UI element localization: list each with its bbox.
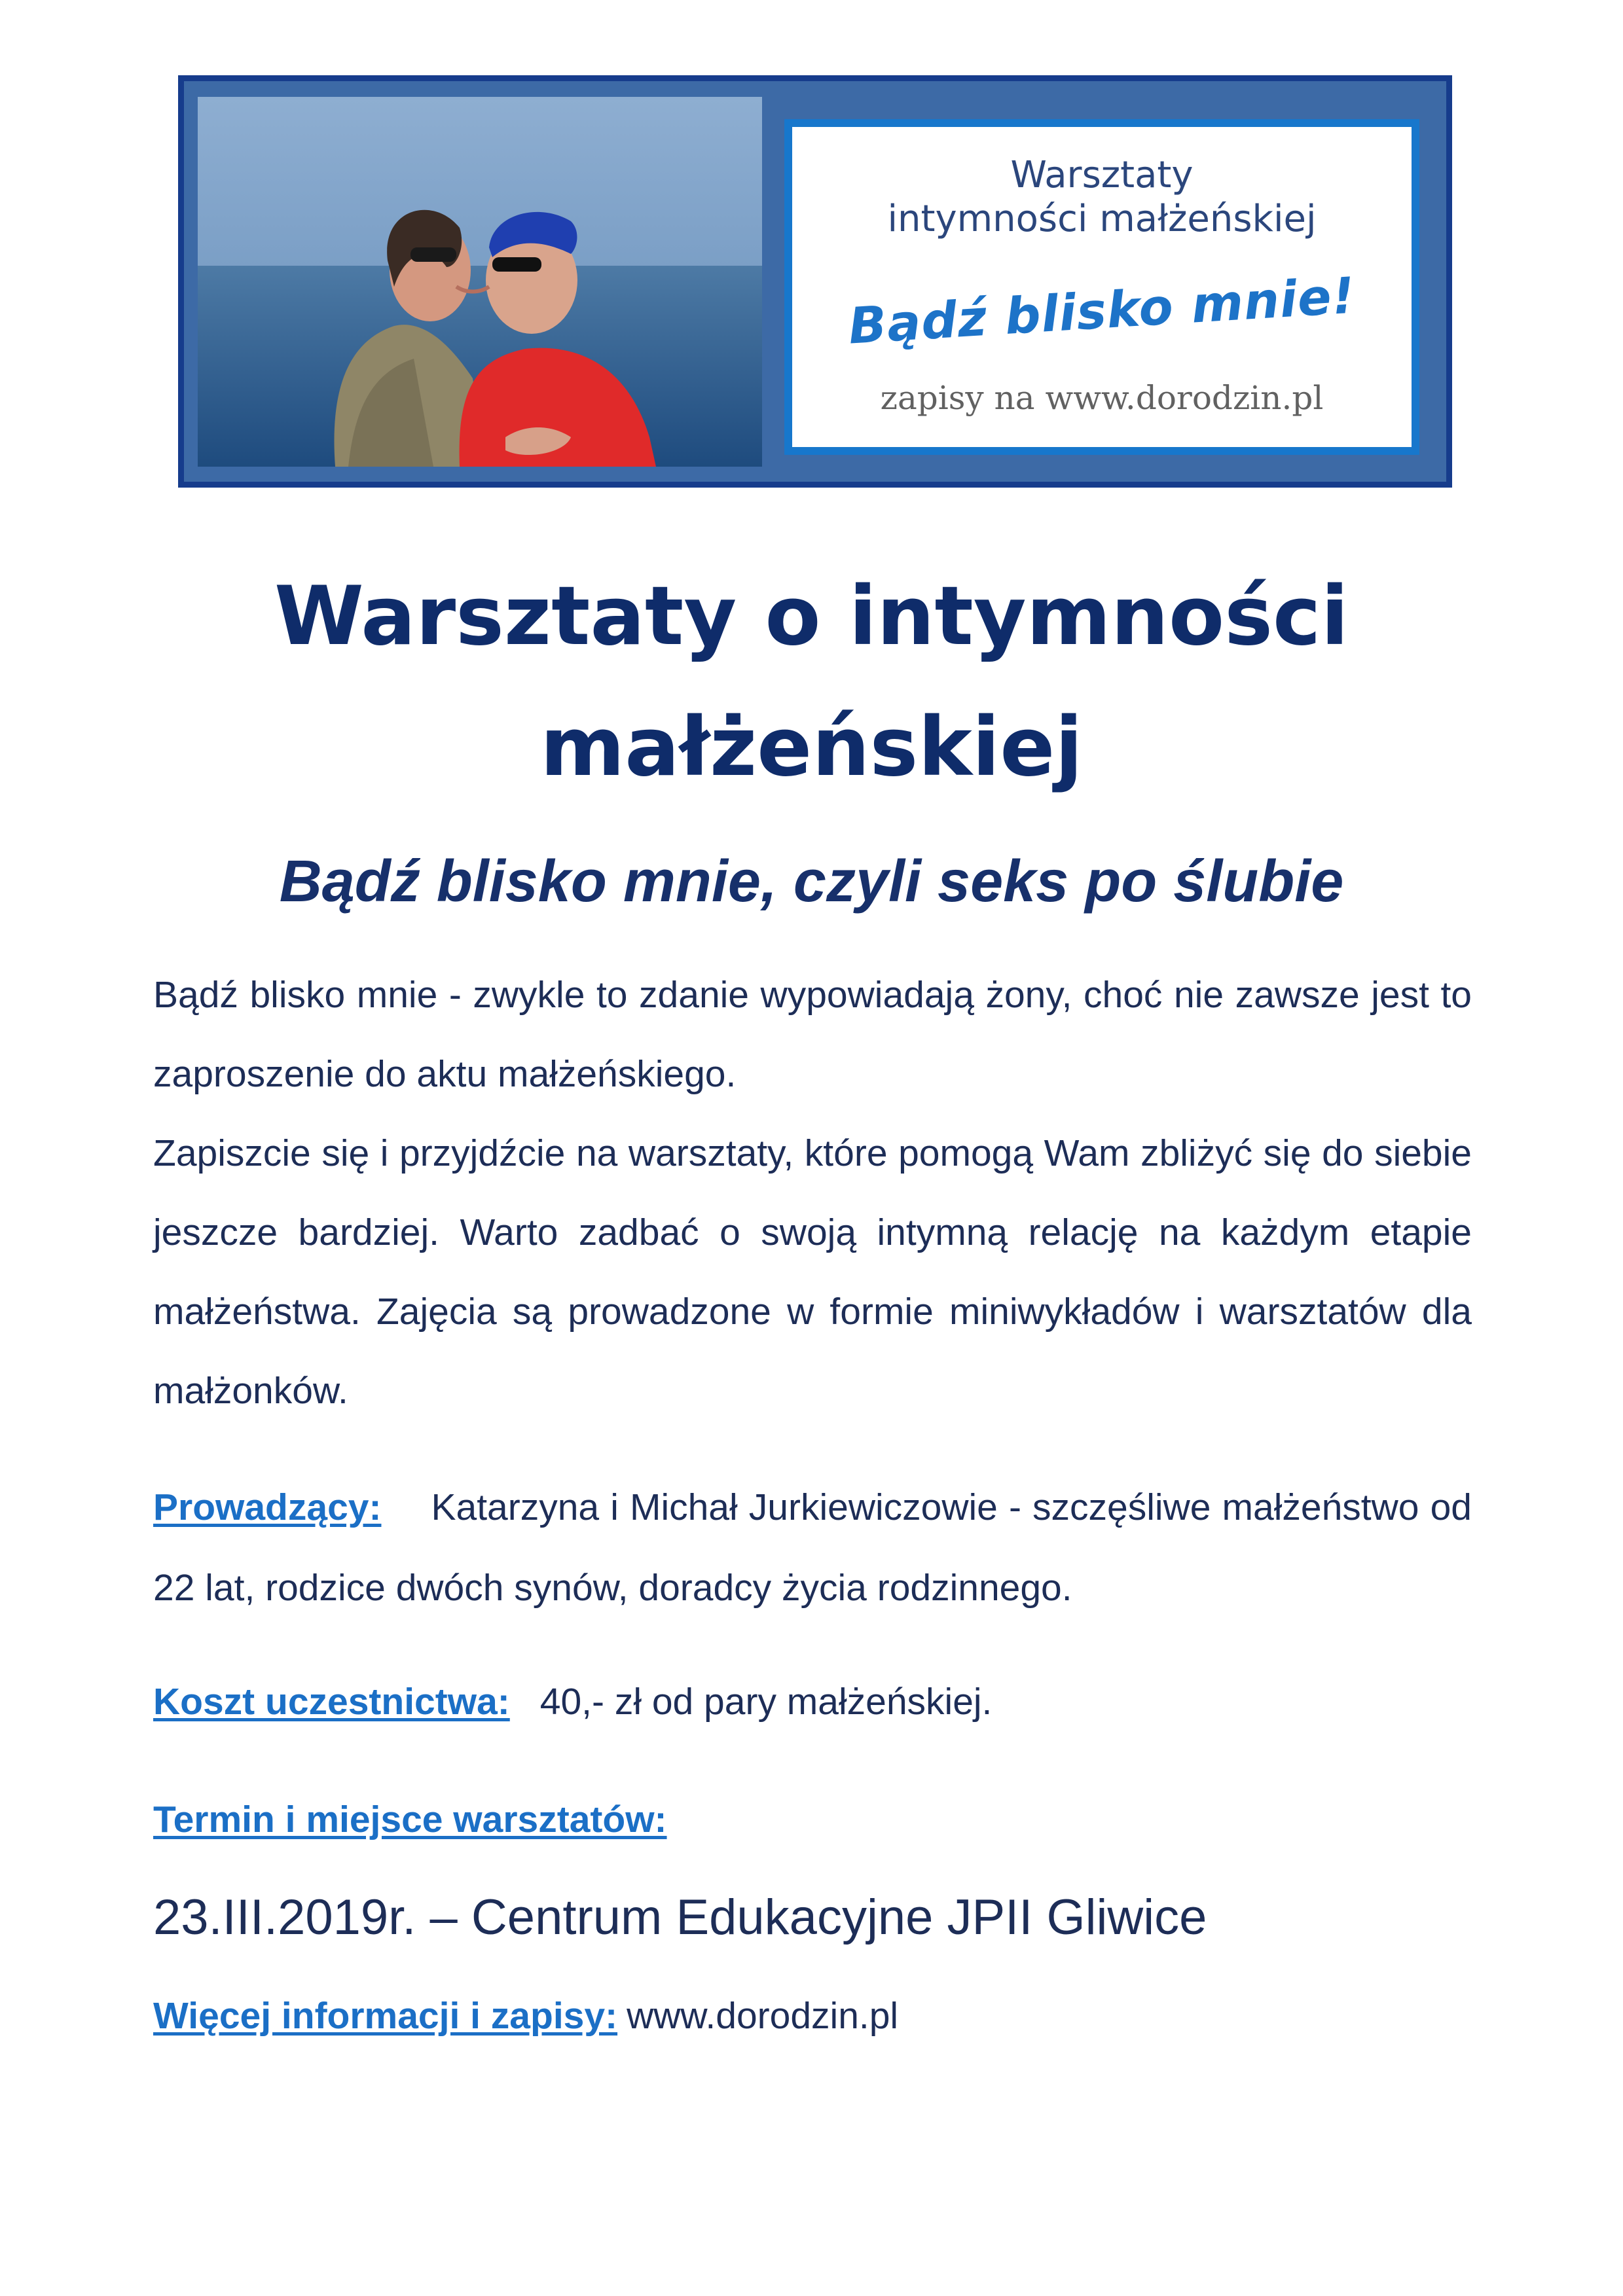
couple-photo <box>198 97 762 467</box>
cost-text: 40,- zł od pary małżeńskiej. <box>539 1681 993 1723</box>
page-title-line2: małżeńskiej <box>540 700 1083 795</box>
more-info-label: Więcej informacji i zapisy: <box>153 1995 618 2037</box>
intro-paragraph: Bądź blisko mnie - zwykle to zdanie wypowiadają żony, choć nie zawsze jest to zaproszenie do aktu małżeńskiego. <box>153 974 1472 1095</box>
banner-signup-text: zapisy na www.dorodzin.pl <box>880 379 1324 418</box>
banner-title-line1: Warsztaty <box>1010 154 1194 196</box>
banner-card <box>784 119 1419 455</box>
leaders-text: Katarzyna i Michał Jurkiewiczowie - szczęśliwe małżeństwo od 22 lat, rodzice dwóch synów, doradcy życia rodzinnego. <box>153 1486 1472 1609</box>
date-place-row <box>153 1780 1472 1859</box>
cost-row <box>153 1662 1472 1741</box>
leaders-label: Prowadzący: <box>153 1486 382 1528</box>
couple-photo-image <box>198 97 762 467</box>
description-paragraph: Zapiszcie się i przyjdźcie na warsztaty, które pomogą Wam zbliżyć się do siebie jeszcze bardziej. Warto zadbać o swoją intymną relację na każdym etapie małżeństwa. Zajęcia są prowadzone w formie miniwykładów i warsztatów dla małżonków. <box>153 1132 1472 1412</box>
date-place-label: Termin i miejsce warsztatów: <box>153 1799 667 1840</box>
leaders-row <box>153 1467 1472 1628</box>
banner-title-line2: intymności małżeńskiej <box>887 198 1317 241</box>
banner-slogan: Bądź blisko mnie! <box>847 266 1357 355</box>
date-place-value: 23.III.2019r. – Centrum Edukacyjne JPII Gliwice <box>153 1890 1207 1945</box>
page-subtitle: Bądź blisko mnie, czyli seks po ślubie <box>279 849 1344 914</box>
more-info-url[interactable]: www.dorodzin.pl <box>627 1995 899 2037</box>
cost-label: Koszt uczestnictwa: <box>153 1681 510 1723</box>
page-title-line1: Warsztaty o intymności <box>274 569 1349 664</box>
more-info-row <box>153 1977 1472 2055</box>
